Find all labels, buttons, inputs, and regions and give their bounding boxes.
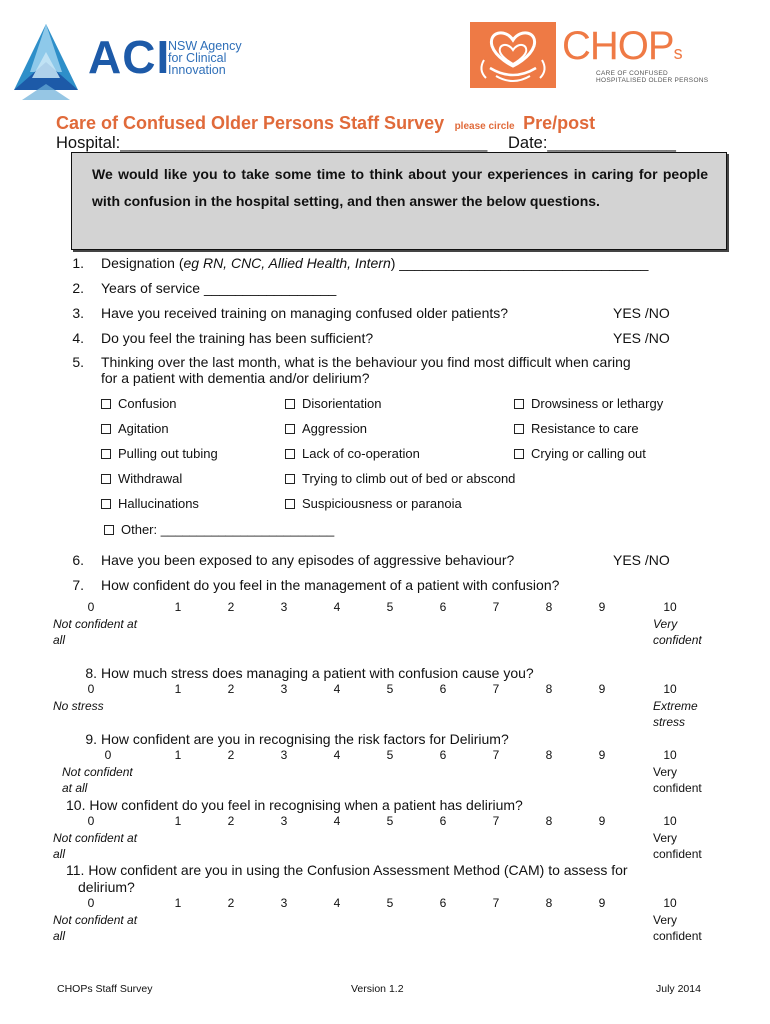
option-withdrawal[interactable]: [101, 471, 182, 486]
question-aggressive-episodes: Have you been exposed to any episodes of aggressive behaviour?: [101, 552, 515, 568]
scale-value[interactable]: 10: [663, 682, 677, 696]
scale-high-line: confident: [653, 633, 702, 647]
scale-value[interactable]: 10: [663, 600, 677, 614]
q1-text-post: ) ________________________________: [390, 255, 649, 271]
scale-high-label: [653, 830, 702, 862]
chops-logo-suffix: s: [673, 43, 682, 63]
checkbox[interactable]: [514, 449, 524, 459]
chops-logo-mark: [470, 22, 556, 88]
checkbox[interactable]: [285, 399, 295, 409]
q6-yes-no[interactable]: YES /NO: [613, 552, 670, 568]
scale-high-line: stress: [653, 715, 686, 729]
scale-low-label: [53, 616, 137, 648]
question-stress: How much stress does managing a patient with confusion cause you?: [101, 665, 534, 681]
question-designation[interactable]: [101, 255, 648, 271]
scale-value[interactable]: 3: [280, 748, 288, 762]
checkbox[interactable]: [514, 399, 524, 409]
question-number: 8.: [85, 665, 97, 681]
scale-value[interactable]: 7: [492, 896, 500, 910]
please-circle-note: please circle: [454, 121, 515, 132]
scale-high-line: confident: [653, 781, 702, 795]
footer-date: July 2014: [656, 983, 701, 995]
q5-line: Thinking over the last month, what is the behaviour you find most difficult when caring: [101, 354, 631, 370]
option-label: Drowsiness or lethargy: [531, 396, 664, 411]
scale-high-label: [653, 698, 698, 730]
scale-high-line: confident: [653, 929, 702, 943]
scale-value[interactable]: 0: [87, 896, 95, 910]
scale-value[interactable]: 3: [280, 600, 288, 614]
scale-value[interactable]: 4: [333, 748, 341, 762]
question-cam: [66, 862, 628, 896]
scale-value[interactable]: 6: [439, 600, 447, 614]
scale-low-line: at all: [62, 781, 88, 795]
scale-value[interactable]: 2: [227, 600, 235, 614]
chops-sub-line: HOSPITALISED OLDER PERSONS: [596, 77, 709, 84]
question-number: 2.: [72, 280, 84, 296]
checkbox[interactable]: [285, 424, 295, 434]
scale-value[interactable]: 1: [174, 748, 182, 762]
q4-yes-no[interactable]: YES /NO: [613, 330, 670, 346]
option-drowsiness[interactable]: [514, 396, 663, 411]
hospital-field[interactable]: Hospital:________________________________________: [56, 134, 488, 152]
checkbox[interactable]: [101, 399, 111, 409]
scale-value[interactable]: 5: [386, 748, 394, 762]
question-confidence-management: How confident do you feel in the management of a patient with confusion?: [101, 577, 560, 593]
scale-value[interactable]: 6: [439, 748, 447, 762]
question-risk-factors: How confident are you in recognising the risk factors for Delirium?: [101, 731, 509, 747]
question-number: 6.: [72, 552, 84, 568]
scale-10[interactable]: [0, 814, 770, 864]
chops-logo-name: CHOP: [562, 24, 674, 68]
scale-value[interactable]: 6: [439, 682, 447, 696]
chops-hearts-icon: [470, 22, 556, 88]
scale-value[interactable]: 5: [386, 600, 394, 614]
scale-value[interactable]: 1: [174, 814, 182, 828]
scale-value[interactable]: 3: [280, 814, 288, 828]
question-number: 9.: [85, 731, 97, 747]
option-disorientation[interactable]: [285, 396, 382, 411]
scale-high-line: Extreme: [653, 699, 698, 713]
scale-low-line: all: [53, 929, 66, 943]
scale-value[interactable]: 3: [280, 682, 288, 696]
scale-high-line: Very: [653, 617, 678, 631]
option-other[interactable]: [104, 522, 334, 537]
scale-low-line: Not confident at: [53, 913, 138, 927]
checkbox[interactable]: [101, 499, 111, 509]
option-label: Suspiciousness or paranoia: [302, 496, 462, 511]
footer-left: CHOPs Staff Survey: [57, 983, 153, 995]
scale-value[interactable]: 8: [545, 682, 553, 696]
scale-value[interactable]: 7: [492, 748, 500, 762]
option-label: Trying to climb out of bed or abscond: [302, 471, 516, 486]
option-suspicious[interactable]: [285, 496, 462, 511]
question-years-of-service[interactable]: Years of service _________________: [101, 280, 337, 296]
scale-value[interactable]: 6: [439, 896, 447, 910]
option-pulling-tubing[interactable]: [101, 446, 218, 461]
scale-9[interactable]: [0, 748, 770, 798]
scale-value[interactable]: 9: [598, 682, 606, 696]
scale-low-line: Not confident at: [53, 831, 138, 845]
intro-text: We would like you to take some time to think about your experiences in caring for people with confusion in the hospital setting, and then answer the below questions.: [92, 166, 708, 209]
scale-value[interactable]: 4: [333, 600, 341, 614]
scale-value[interactable]: 7: [492, 682, 500, 696]
scale-11[interactable]: [0, 896, 770, 946]
option-label: Agitation: [118, 421, 169, 436]
scale-high-line: Very: [653, 765, 678, 779]
option-confusion[interactable]: [101, 396, 177, 411]
scale-value[interactable]: 9: [598, 814, 606, 828]
scale-value[interactable]: 2: [227, 748, 235, 762]
pre-post-option[interactable]: Pre/post: [523, 113, 596, 133]
scale-value[interactable]: 8: [545, 600, 553, 614]
scale-value[interactable]: 8: [545, 748, 553, 762]
scale-value[interactable]: 0: [87, 682, 95, 696]
scale-high-line: confident: [653, 847, 702, 861]
scale-low-label: [53, 912, 137, 944]
q1-text-pre: Designation (: [101, 255, 184, 271]
q3-yes-no[interactable]: YES /NO: [613, 305, 670, 321]
scale-value[interactable]: 4: [333, 814, 341, 828]
scale-high-label: [653, 616, 702, 648]
scale-value[interactable]: 5: [386, 896, 394, 910]
chops-logo-text: [562, 24, 682, 69]
aci-sub-line: NSW Agency: [168, 39, 242, 53]
scale-low-label: No stress: [53, 699, 104, 713]
intro-box: [71, 152, 727, 250]
checkbox[interactable]: [104, 525, 114, 535]
question-recognising-delirium: 10. How confident do you feel in recognising when a patient has delirium?: [66, 797, 523, 813]
question-number: 3.: [72, 305, 84, 321]
option-trying-climb[interactable]: [285, 471, 515, 486]
option-aggression[interactable]: [285, 421, 367, 436]
option-label: Resistance to care: [531, 421, 639, 436]
option-label: Disorientation: [302, 396, 382, 411]
scale-value[interactable]: 2: [227, 682, 235, 696]
scale-high-line: Very: [653, 831, 678, 845]
scale-low-label: [62, 764, 133, 796]
aci-logo-text: ACI: [88, 31, 171, 83]
scale-value[interactable]: 2: [227, 896, 235, 910]
option-agitation[interactable]: [101, 421, 169, 436]
question-training-received: Have you received training on managing confused older patients?: [101, 305, 509, 321]
question-number: 7.: [72, 577, 84, 593]
option-label: Crying or calling out: [531, 446, 646, 461]
checkbox[interactable]: [101, 474, 111, 484]
scale-value[interactable]: 7: [492, 600, 500, 614]
scale-high-label: [653, 912, 702, 944]
scale-value[interactable]: 2: [227, 814, 235, 828]
option-label: Aggression: [302, 421, 368, 436]
question-training-sufficient: Do you feel the training has been sufficient?: [101, 330, 374, 346]
date-field[interactable]: Date:______________: [508, 134, 676, 152]
scale-value[interactable]: 7: [492, 814, 500, 828]
scale-value[interactable]: 0: [87, 814, 95, 828]
scale-value[interactable]: 4: [333, 682, 341, 696]
scale-value[interactable]: 10: [663, 748, 677, 762]
scale-value[interactable]: 9: [598, 600, 606, 614]
checkbox[interactable]: [101, 449, 111, 459]
footer-version: Version 1.2: [351, 983, 404, 995]
scale-value[interactable]: 10: [663, 896, 677, 910]
chops-sub-line: CARE OF CONFUSED: [596, 70, 668, 77]
option-resistance[interactable]: [514, 421, 639, 436]
option-crying[interactable]: [514, 446, 646, 461]
q1-text-italic: eg RN, CNC, Allied Health, Intern: [183, 255, 391, 271]
scale-low-line: all: [53, 847, 66, 861]
aci-logo-subtitle: [168, 40, 242, 76]
scale-value[interactable]: 5: [386, 814, 394, 828]
aci-sub-line: Innovation: [168, 63, 226, 77]
checkbox[interactable]: [101, 424, 111, 434]
question-difficult-behaviour: [101, 354, 631, 386]
question-number: 5.: [72, 354, 84, 370]
chops-logo-subtitle: [596, 70, 708, 84]
scale-low-line: Not confident at: [53, 617, 138, 631]
checkbox[interactable]: [514, 424, 524, 434]
scale-value[interactable]: 1: [174, 896, 182, 910]
scale-high-line: Very: [653, 913, 678, 927]
scale-value[interactable]: 0: [87, 600, 95, 614]
option-label: Lack of co-operation: [302, 446, 420, 461]
scale-low-line: all: [53, 633, 66, 647]
scale-value[interactable]: 1: [174, 682, 182, 696]
scale-value[interactable]: 6: [439, 814, 447, 828]
survey-title: Care of Confused Older Persons Staff Survey: [56, 113, 445, 133]
scale-7[interactable]: [0, 600, 770, 650]
scale-low-label: [53, 830, 137, 862]
q11-line: 11. How confident are you in using the Confusion Assessment Method (CAM) to assess for: [66, 862, 628, 878]
option-hallucinations[interactable]: [101, 496, 199, 511]
scale-value[interactable]: 3: [280, 896, 288, 910]
scale-value[interactable]: 8: [545, 814, 553, 828]
scale-value[interactable]: 8: [545, 896, 553, 910]
checkbox[interactable]: [285, 499, 295, 509]
survey-title-row: [56, 113, 595, 134]
option-label: Pulling out tubing: [118, 446, 218, 461]
checkbox[interactable]: [285, 474, 295, 484]
scale-value[interactable]: 9: [598, 748, 606, 762]
question-number: 4.: [72, 330, 84, 346]
option-label: Hallucinations: [118, 496, 199, 511]
aci-sub-line: for Clinical: [168, 51, 227, 65]
option-lack-cooperation[interactable]: [285, 446, 420, 461]
checkbox[interactable]: [285, 449, 295, 459]
q11-line: delirium?: [78, 879, 135, 895]
scale-low-line: Not confident: [62, 765, 133, 779]
scale-value[interactable]: 1: [174, 600, 182, 614]
option-label: Other: ________________________: [121, 522, 335, 537]
scale-value[interactable]: 4: [333, 896, 341, 910]
scale-high-label: [653, 764, 702, 796]
scale-value[interactable]: 5: [386, 682, 394, 696]
aci-logo-mark: [12, 22, 80, 104]
option-label: Confusion: [118, 396, 177, 411]
scale-8[interactable]: [0, 682, 770, 732]
scale-value[interactable]: 0: [104, 748, 112, 762]
scale-value[interactable]: 10: [663, 814, 677, 828]
option-label: Withdrawal: [118, 471, 183, 486]
q5-line: for a patient with dementia and/or delirium?: [101, 370, 370, 386]
question-number: 1.: [72, 255, 84, 271]
scale-value[interactable]: 9: [598, 896, 606, 910]
